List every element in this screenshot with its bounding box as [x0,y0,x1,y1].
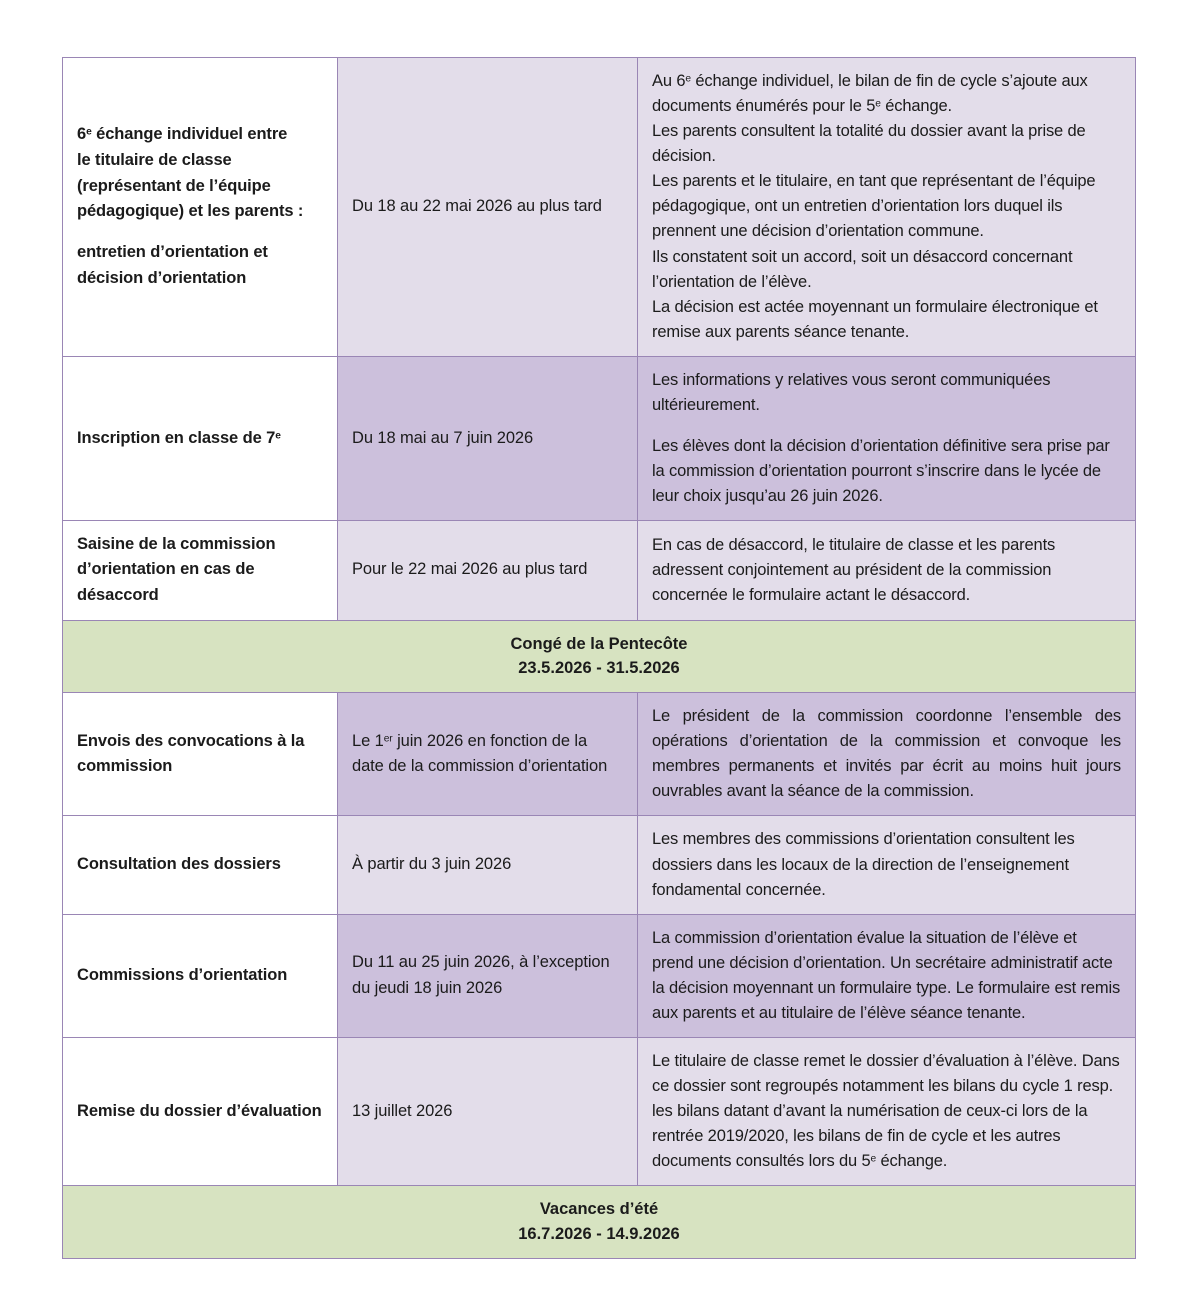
task-text: Envois des convocations à la commission [77,731,305,776]
note-text: Le président de la commission coordonne l’ensemble des opérations d’orientation de la commission et convoque les membres permanents et invités par écrit au moins huit jours ouvrables avant la séance de la commission. [652,707,1121,801]
ordinal-superscript: e [875,98,881,110]
ordinal-superscript: e [86,126,92,138]
task-text: Commissions d’orientation [77,966,288,985]
note-paragraph-3: Les parents et le titulaire, en tant que représentant de l’équipe pédagogique, ont un entretien d’orientation lors duquel ils prennent une décision d’orientation commune. [652,172,1096,241]
note-paragraph-1 [652,69,1121,119]
orientation-schedule-table [62,57,1136,1259]
task-text: Saisine de la commission d’orientation en cas de désaccord [77,534,276,605]
ordinal-superscript: e [870,1153,877,1165]
note-text-end: échange. [880,97,952,116]
table-row [63,914,1136,1037]
note-text-start: Le titulaire de classe remet le dossier d’évaluation à l’élève. Dans ce dossier sont regroupés notamment les bilans du cycle 1 resp. les bilans datant d’avant la numérisation de ceux-ci lors de la rentrée 2019/2020, les bilans de fin de cycle et les autres documents consultés lors du 5 [652,1051,1120,1171]
note-text: Au 6 [652,72,686,90]
date-text-start: Le 1 [352,731,384,750]
note-paragraph-1: Les informations y relatives vous seront communiquées ultérieurement. [652,370,1051,414]
ordinal-superscript: e [275,430,281,442]
table-row [63,520,1136,620]
note-paragraph-4: Ils constatent soit un accord, soit un désaccord concernant l’orientation de l’élève. [652,247,1073,291]
note-text-cont: échange individuel, le bilan de fin de cycle s’ajoute aux documents énumérés pour le 5 [652,72,1088,116]
banner-row [63,620,1136,693]
task-paragraph [77,426,323,452]
note-text: Les membres des commissions d’orientation consultent les dossiers dans les locaux de la direction de l’enseignement fondamental concernée. [652,830,1075,899]
row-task-cell [63,356,338,520]
row-task-cell [63,914,338,1037]
task-text-line6: décision d’orientation [77,268,247,287]
row-task-cell [63,520,338,620]
row-date-cell [338,914,638,1037]
table-row [63,816,1136,914]
task-text: Remise du dossier d’évaluation [77,1101,322,1120]
row-note-cell [638,693,1136,816]
note-paragraph-2: Les parents consultent la totalité du dossier avant la prise de décision. [652,122,1086,166]
holiday-banner-pentecote [63,620,1136,693]
row-note-cell [638,816,1136,914]
banner-title: Vacances d’été [539,1200,659,1219]
holiday-banner-vacances-ete [63,1186,1136,1259]
paragraph-spacer [652,418,1121,434]
date-text: Du 18 au 22 mai 2026 au plus tard [352,197,602,216]
note-paragraph-5: La décision est actée moyennant un formulaire électronique et remise aux parents séance tenante. [652,297,1098,341]
date-text: Pour le 22 mai 2026 au plus tard [352,560,588,579]
task-text: échange individuel entre [91,125,288,144]
task-paragraph-2 [77,240,323,291]
row-date-cell [338,58,638,357]
banner-dates: 23.5.2026 - 31.5.2026 [518,659,680,678]
date-text: Du 11 au 25 juin 2026, à l’exception du jeudi 18 juin 2026 [352,953,610,997]
task-text-line2: le titulaire de classe [77,150,232,169]
row-date-cell [338,356,638,520]
ordinal-superscript: e [685,73,691,85]
row-task-cell [63,58,338,357]
row-task-cell [63,693,338,816]
banner-row [63,1186,1136,1259]
row-date-cell [338,816,638,914]
banner-title: Congé de la Pentecôte [510,634,688,653]
table-row [63,693,1136,816]
row-note-cell [638,58,1136,357]
row-note-cell [638,914,1136,1037]
table-row [63,356,1136,520]
paragraph-spacer [77,225,323,241]
row-date-cell [338,520,638,620]
table-row [63,1037,1136,1185]
row-note-cell [638,1037,1136,1185]
date-text: Du 18 mai au 7 juin 2026 [352,428,534,447]
task-text-line4: pédagogique) et les parents : [77,202,304,221]
row-task-cell [63,1037,338,1185]
task-text: Consultation des dossiers [77,855,281,874]
task-text-line3: (représentant de l’équipe [77,176,271,195]
note-text [652,1049,1121,1174]
table-row [63,58,1136,357]
note-text: La commission d’orientation évalue la situation de l’élève et prend une décision d’orientation. Un secrétaire administratif acte la décision moyennant un formulaire type. Le formulaire est remis aux parents et au titulaire de l’élève séance tenante. [652,928,1121,1022]
note-paragraph-2: Les élèves dont la décision d’orientation définitive sera prise par la commission d’orientation pourront s’inscrire dans le lycée de leur choix jusqu’au 26 juin 2026. [652,436,1110,505]
row-task-cell [63,816,338,914]
task-text: Inscription en classe de 7 [77,428,276,447]
date-text: À partir du 3 juin 2026 [352,855,512,874]
task-paragraph [77,122,323,224]
date-text-end: juin 2026 en fonction de la date de la commission d’orientation [352,731,608,776]
date-text [352,729,623,780]
row-date-cell [338,693,638,816]
task-text-line5: entretien d’orientation et [77,243,268,262]
date-text: 13 juillet 2026 [352,1101,453,1120]
row-note-cell [638,520,1136,620]
ordinal-superscript: er [383,733,393,745]
row-note-cell [638,356,1136,520]
note-text: En cas de désaccord, le titulaire de classe et les parents adressent conjointement au président de la commission concernée le formulaire actant le désaccord. [652,535,1056,604]
row-date-cell [338,1037,638,1185]
task-ordinal: 6 [77,125,87,144]
banner-dates: 16.7.2026 - 14.9.2026 [518,1225,680,1244]
note-text-end: échange. [876,1152,948,1171]
